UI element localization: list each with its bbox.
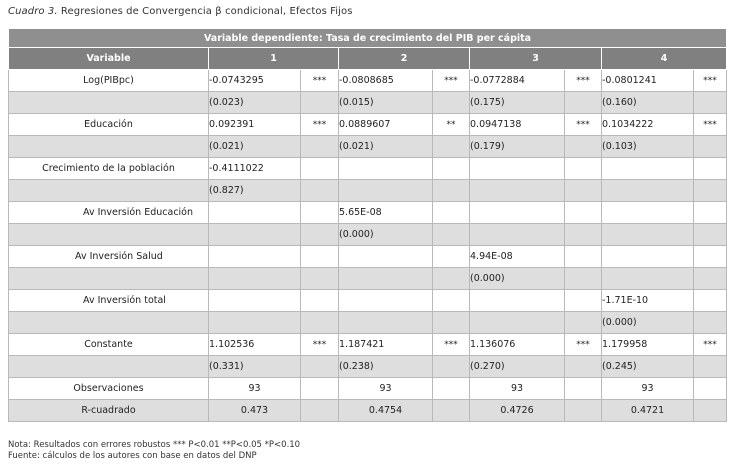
row-label: Crecimiento de la población [9, 158, 209, 180]
row-label: Log(PIBpc) [9, 70, 209, 92]
coef-cell: -0.0772884 [470, 70, 565, 92]
row-label [9, 268, 209, 290]
significance-cell: *** [433, 334, 470, 356]
row-label: Educación [9, 114, 209, 136]
significance-cell: *** [433, 70, 470, 92]
obs-cell: 93 [602, 378, 694, 400]
source-line: Fuente: cálculos de los autores con base en datos del DNP [8, 451, 257, 461]
table-row [9, 136, 727, 158]
row-label [9, 356, 209, 378]
row-label [9, 180, 209, 202]
coef-cell: 0.092391 [209, 114, 301, 136]
table-row [9, 114, 727, 136]
se-cell: (0.023) [209, 92, 301, 114]
se-cell: (0.179) [470, 136, 565, 158]
se-cell: (0.827) [209, 180, 301, 202]
table-row [9, 224, 727, 246]
row-label [9, 312, 209, 334]
table-caption [8, 6, 353, 17]
obs-cell: 93 [339, 378, 433, 400]
se-cell: (0.270) [470, 356, 565, 378]
row-label [9, 136, 209, 158]
significance-cell: *** [565, 114, 602, 136]
table-row [9, 70, 727, 92]
coef-cell: 1.102536 [209, 334, 301, 356]
table-row [9, 334, 727, 356]
coef-cell: -1.71E-10 [602, 290, 694, 312]
column-header-3: 3 [470, 48, 602, 70]
significance-cell: *** [565, 70, 602, 92]
row-label: Av Inversión total [9, 290, 209, 312]
table-row [9, 268, 727, 290]
coef-cell: -0.0801241 [602, 70, 694, 92]
table-row [9, 378, 727, 400]
table-row [9, 356, 727, 378]
significance-cell: *** [301, 70, 339, 92]
column-header-2: 2 [339, 48, 470, 70]
table-row [9, 312, 727, 334]
coef-cell: 0.0947138 [470, 114, 565, 136]
se-cell: (0.175) [470, 92, 565, 114]
r2-cell: 0.4721 [602, 400, 694, 422]
r2-cell: 0.4754 [339, 400, 433, 422]
column-header-variable: Variable [9, 48, 209, 70]
coef-cell: 1.179958 [602, 334, 694, 356]
significance-cell: *** [694, 114, 727, 136]
regression-table [8, 28, 727, 422]
obs-cell: 93 [470, 378, 565, 400]
significance-cell: *** [301, 114, 339, 136]
row-label: Av Inversión Salud [9, 246, 209, 268]
coef-cell: 5.65E-08 [339, 202, 433, 224]
se-cell: (0.021) [209, 136, 301, 158]
significance-cell: *** [301, 334, 339, 356]
se-cell: (0.000) [602, 312, 694, 334]
table-row [9, 180, 727, 202]
coef-cell: -0.0808685 [339, 70, 433, 92]
row-label [9, 92, 209, 114]
coef-cell: 4.94E-08 [470, 246, 565, 268]
r2-cell: 0.4726 [470, 400, 565, 422]
table-row [9, 158, 727, 180]
se-cell: (0.245) [602, 356, 694, 378]
row-label: Observaciones [9, 378, 209, 400]
table-notes [8, 440, 300, 462]
coef-cell: 1.187421 [339, 334, 433, 356]
coef-cell: 0.1034222 [602, 114, 694, 136]
se-cell: (0.021) [339, 136, 433, 158]
coef-cell: 1.136076 [470, 334, 565, 356]
caption-lead: Cuadro 3. [8, 6, 58, 17]
r2-cell: 0.473 [209, 400, 301, 422]
row-label: R-cuadrado [9, 400, 209, 422]
row-label: Constante [9, 334, 209, 356]
coef-cell: -0.4111022 [209, 158, 301, 180]
table-row [9, 246, 727, 268]
dependent-variable-header: Variable dependiente: Tasa de crecimiento del PIB per cápita [9, 29, 727, 48]
se-cell: (0.331) [209, 356, 301, 378]
se-cell: (0.238) [339, 356, 433, 378]
column-header-1: 1 [209, 48, 339, 70]
coef-cell: -0.0743295 [209, 70, 301, 92]
se-cell: (0.000) [470, 268, 565, 290]
obs-cell: 93 [209, 378, 301, 400]
se-cell: (0.015) [339, 92, 433, 114]
column-header-4: 4 [602, 48, 727, 70]
caption-text: Regresiones de Convergencia β condicional, Efectos Fijos [57, 6, 353, 17]
table-row [9, 290, 727, 312]
significance-cell: *** [565, 334, 602, 356]
row-label: Av Inversión Educación [9, 202, 209, 224]
table-row [9, 92, 727, 114]
note-line: Nota: Resultados con errores robustos *** P<0.01 **P<0.05 *P<0.10 [8, 440, 301, 450]
table-row [9, 400, 727, 422]
se-cell: (0.000) [339, 224, 433, 246]
significance-cell: ** [433, 114, 470, 136]
significance-cell: *** [694, 70, 727, 92]
row-label [9, 224, 209, 246]
se-cell: (0.160) [602, 92, 694, 114]
significance-cell: *** [694, 334, 727, 356]
se-cell: (0.103) [602, 136, 694, 158]
coef-cell: 0.0889607 [339, 114, 433, 136]
table-row [9, 202, 727, 224]
